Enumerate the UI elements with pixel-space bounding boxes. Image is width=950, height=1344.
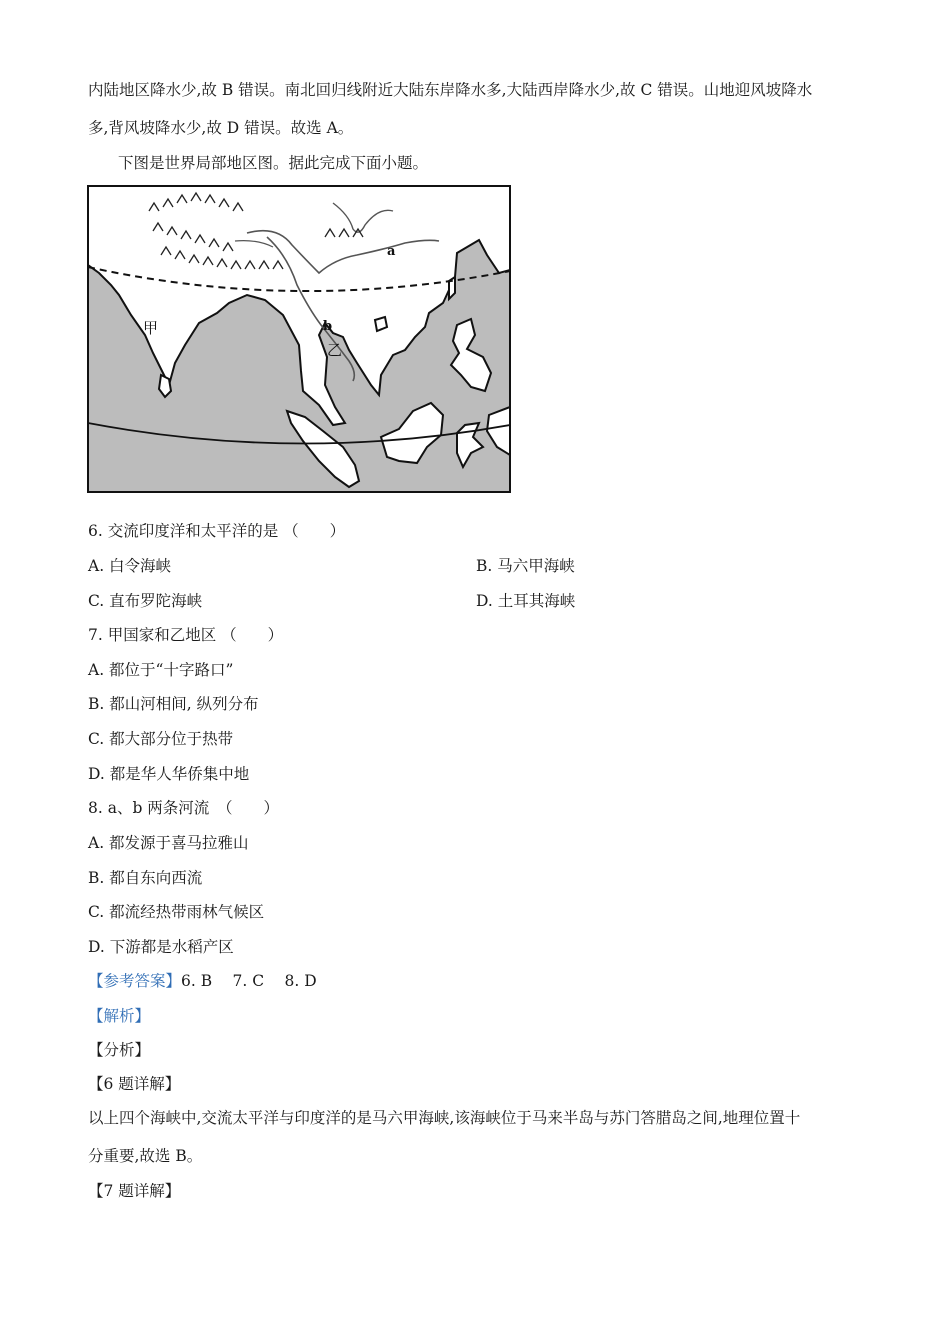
q6-detail-line-2: 分重要,故选 B。 (88, 1147, 203, 1165)
question-6-option-a: A. 白令海峡 (88, 557, 172, 575)
question-7-stem: 7. 甲国家和乙地区 （ ） (88, 626, 284, 644)
answer-value: 6. B 7. C 8. D (181, 972, 317, 990)
question-6-stem: 6. 交流印度洋和太平洋的是 （ ） (88, 522, 346, 540)
map-label-yi: 乙 (327, 341, 343, 359)
question-6-option-d: D. 土耳其海峡 (476, 592, 576, 610)
map-prompt: 下图是世界局部地区图。据此完成下面小题。 (118, 154, 429, 172)
map-label-b: b (323, 319, 333, 334)
question-8-option-c: C. 都流经热带雨林气候区 (88, 903, 265, 921)
analysis-label: 【解析】 (88, 1007, 151, 1025)
intro-line-1: 内陆地区降水少,故 B 错误。南北回归线附近大陆东岸降水多,大陆西岸降水少,故 C 错误。山地迎风坡降水 (88, 81, 813, 99)
q6-detail-title: 【6 题详解】 (88, 1075, 181, 1093)
map-label-a: a (387, 244, 396, 259)
question-8-option-a: A. 都发源于喜马拉雅山 (88, 834, 249, 852)
question-7-option-b: B. 都山河相间, 纵列分布 (88, 695, 259, 713)
q6-detail-line-1: 以上四个海峡中,交流太平洋与印度洋的是马六甲海峡,该海峡位于马来半岛与苏门答腊岛之间,地理位置十 (88, 1109, 801, 1127)
analysis-fenxi: 【分析】 (88, 1041, 151, 1059)
question-6-option-c: C. 直布罗陀海峡 (88, 592, 203, 610)
question-7-option-a: A. 都位于“十字路口” (88, 661, 234, 679)
world-region-map (87, 185, 511, 493)
answer-row (88, 971, 317, 991)
question-8-option-d: D. 下游都是水稻产区 (88, 938, 234, 956)
answer-label: 【参考答案】 (88, 972, 182, 990)
question-7-option-d: D. 都是华人华侨集中地 (88, 765, 250, 783)
question-7-option-c: C. 都大部分位于热带 (88, 730, 234, 748)
q7-detail-title: 【7 题详解】 (88, 1182, 181, 1200)
question-8-stem: 8. a、b 两条河流 （ ） (88, 799, 280, 817)
map-label-jia: 甲 (143, 319, 159, 337)
intro-line-2: 多,背风坡降水少,故 D 错误。故选 A。 (88, 119, 354, 137)
question-6-option-b: B. 马六甲海峡 (476, 557, 575, 575)
question-8-option-b: B. 都自东向西流 (88, 869, 203, 887)
